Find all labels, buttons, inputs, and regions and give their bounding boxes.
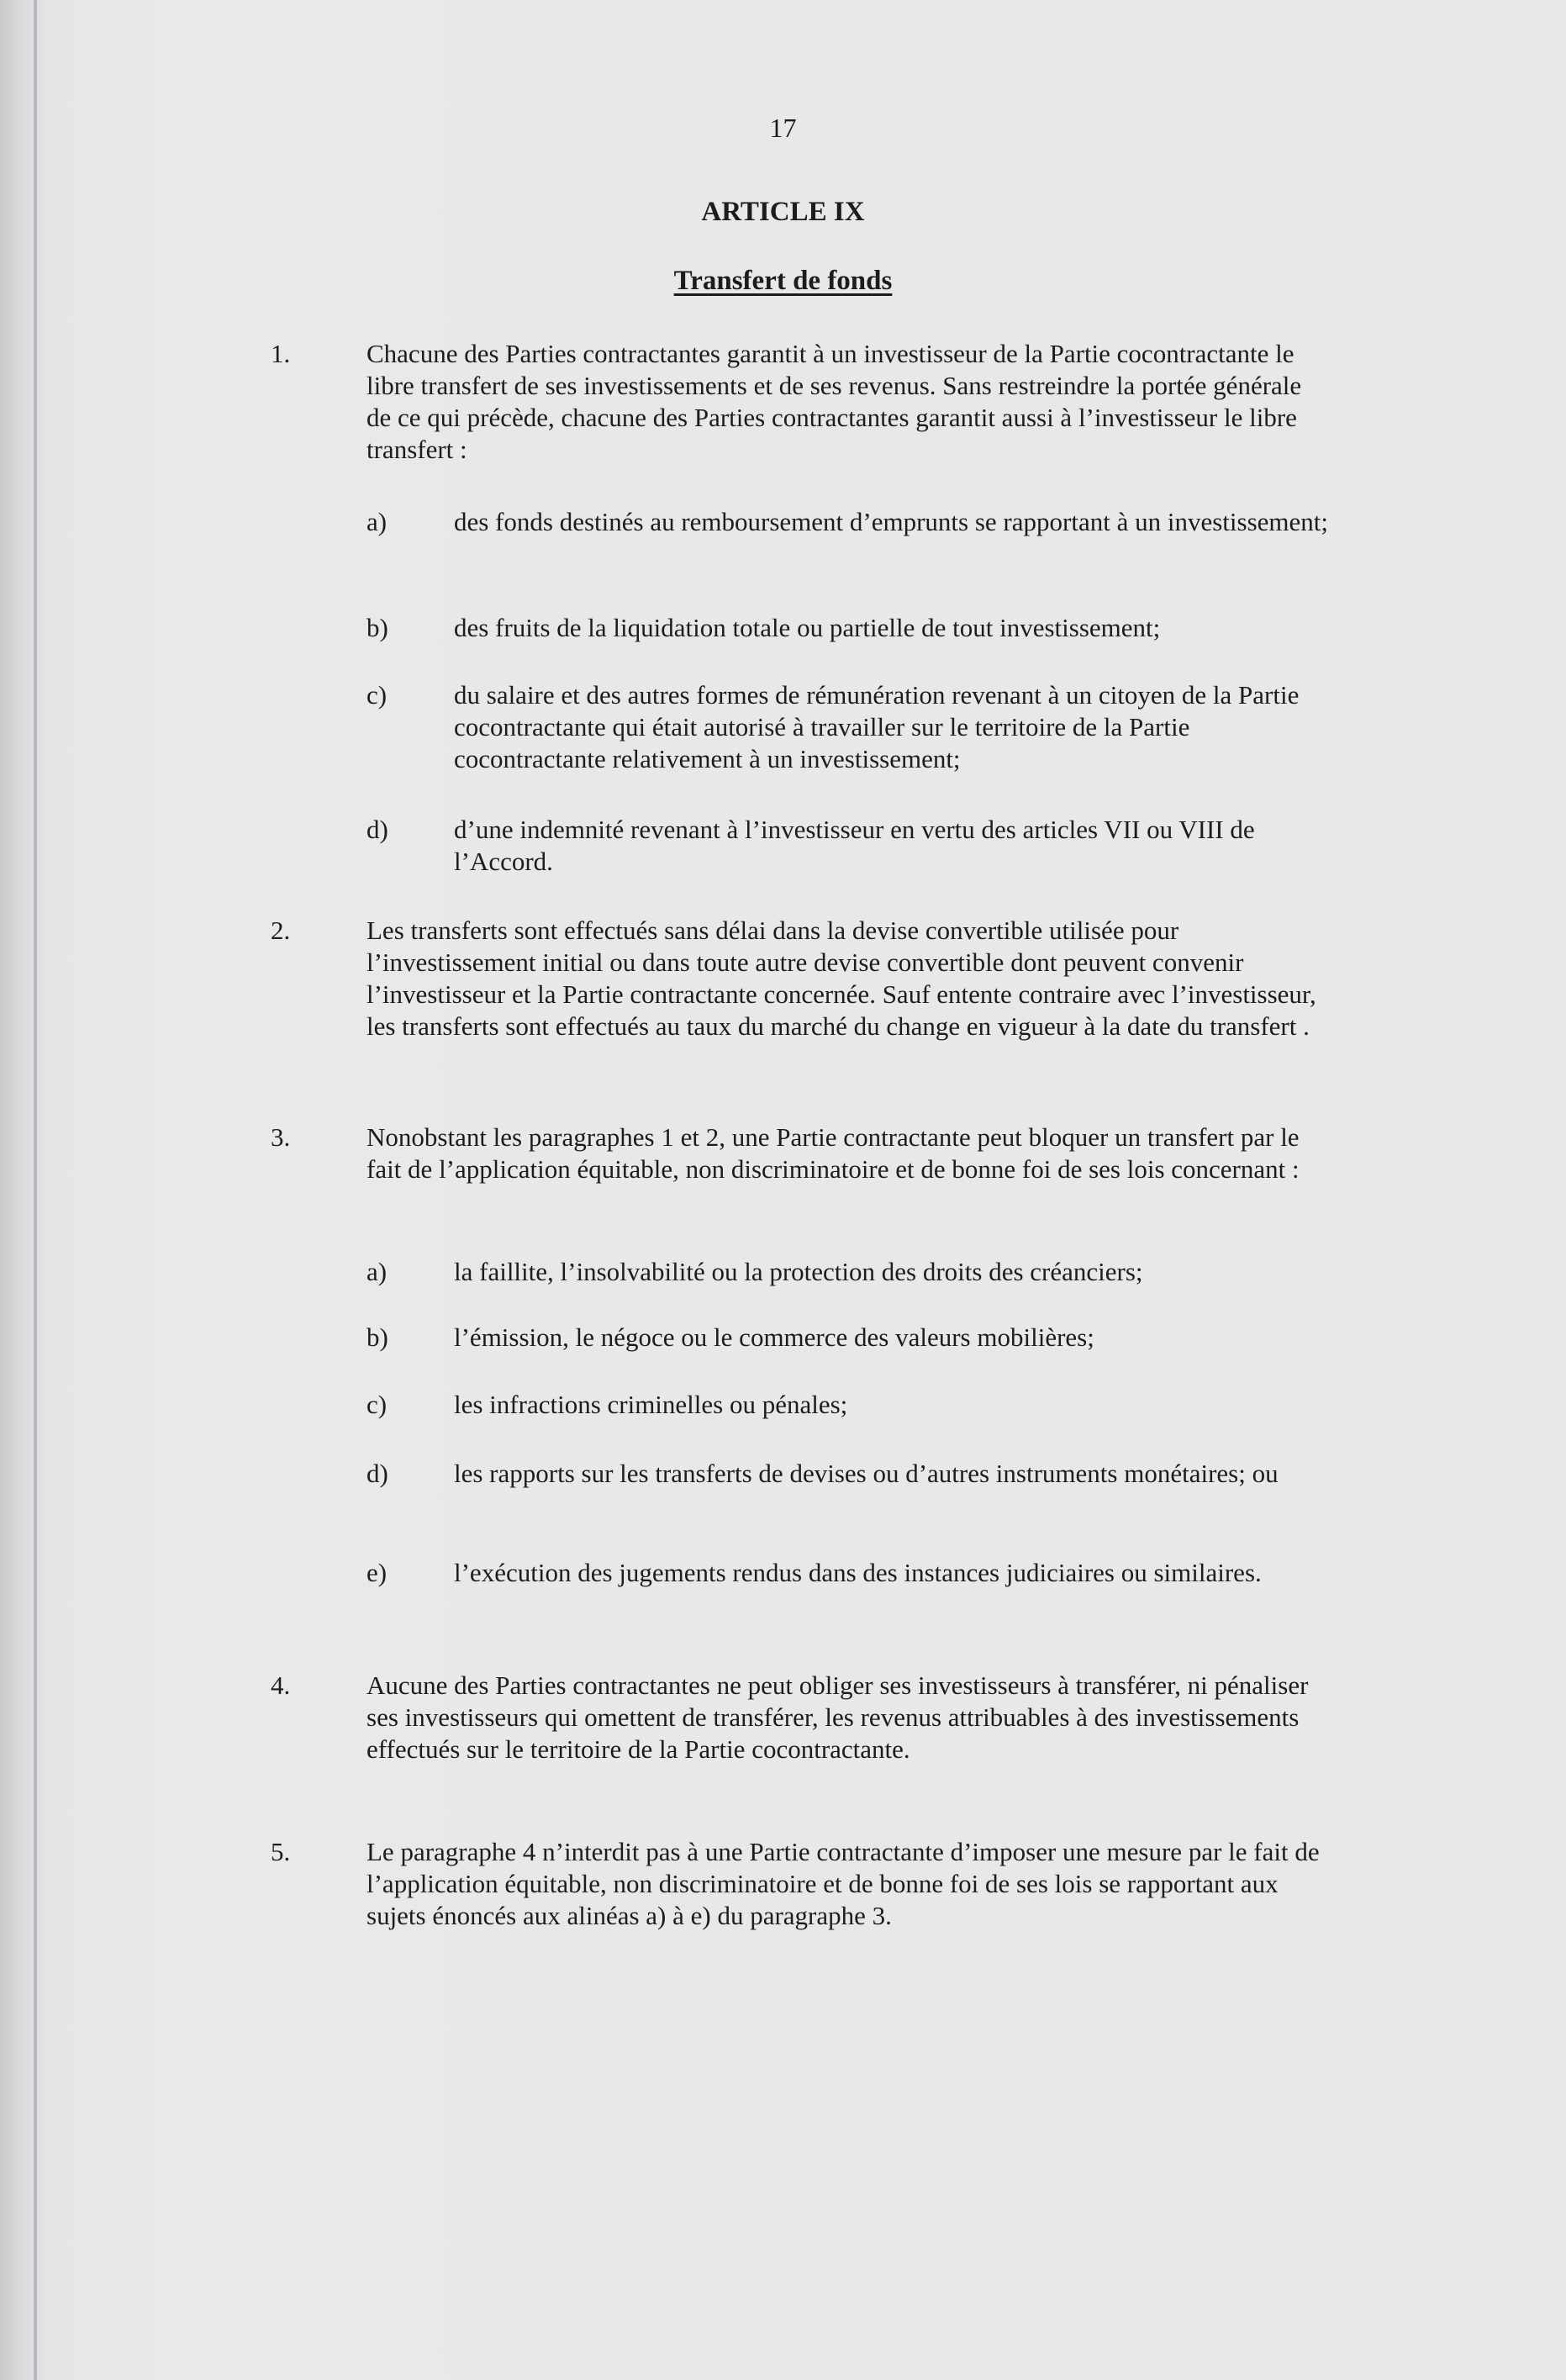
item-letter: e) [366,1558,388,1587]
article-subtitle: Transfert de fonds [673,266,893,296]
paragraph-text: Nonobstant les paragraphes 1 et 2, une Partie contractante peut bloquer un transfert par le fait de l’application équitable, non discriminatoire et de bonne foi de ses lois concernant : [366,1122,1300,1184]
item-text: l’émission, le négoce ou le commerce des valeurs mobilières; [454,1322,1094,1352]
item-letter: b) [366,1322,388,1352]
item-text: les infractions criminelles ou pénales; [454,1390,848,1419]
paragraph-number: 2. [271,916,291,945]
paragraph-text: Chacune des Parties contractantes garantit à un investisseur de la Partie cocontractante le libre transfert de ses investissements et de ses revenus. Sans restreindre la portée générale de ce qui précède, chacune des Parties contractantes garantit aussi à l’investisseur le libre transfert : [366,339,1302,464]
item-letter: a) [366,507,388,536]
item-letter: a) [366,1257,388,1286]
paragraph-text: Aucune des Parties contractantes ne peut obliger ses investisseurs à transférer, ni pénaliser ses investisseurs qui omettent de transférer, les revenus attribuables à des investissements effectués sur le territoire de la Partie cocontractante. [366,1670,1309,1764]
item-letter: c) [366,680,388,710]
paragraph-number: 1. [271,339,291,368]
page-number: 17 [769,113,797,143]
paragraph-number: 3. [271,1122,291,1152]
item-letter: b) [366,613,388,642]
item-text: l’exécution des jugements rendus dans des instances judiciaires ou similaires. [454,1558,1262,1587]
paragraph-number: 5. [271,1837,291,1866]
item-text: les rapports sur les transferts de devises ou d’autres instruments monétaires; ou [454,1459,1279,1488]
item-text: d’une indemnité revenant à l’investisseur en vertu des articles VII ou VIII de l’Accord. [454,815,1255,876]
item-text: la faillite, l’insolvabilité ou la protection des droits des créanciers; [454,1257,1143,1286]
paragraph-number: 4. [271,1670,291,1700]
paragraph-text: Le paragraphe 4 n’interdit pas à une Partie contractante d’imposer une mesure par le fait de l’application équitable, non discriminatoire et de bonne foi de ses lois se rapportant aux sujets énoncés aux alinéas a) à e) du paragraphe 3. [366,1837,1320,1930]
page-binding-edge [34,0,37,2380]
item-letter: d) [366,815,388,844]
item-text: des fruits de la liquidation totale ou partielle de tout investissement; [454,613,1161,642]
item-letter: c) [366,1390,388,1419]
paragraph-text: Les transferts sont effectués sans délai dans la devise convertible utilisée pour l’investissement initial ou dans toute autre devise convertible dont peuvent convenir l’investisseur et la Partie contractante concernée. Sauf entente contraire avec l’investisseur, les transferts sont effectués au taux du marché du change en vigueur à la date du transfert . [366,916,1316,1041]
article-title: ARTICLE IX [701,197,865,227]
item-text: des fonds destinés au remboursement d’emprunts se rapportant à un investissement; [454,507,1328,536]
item-letter: d) [366,1459,388,1488]
item-text: du salaire et des autres formes de rémunération revenant à un citoyen de la Partie cocontractante qui était autorisé à travailler sur le territoire de la Partie cocontractante relativement à un investissement; [454,680,1300,773]
